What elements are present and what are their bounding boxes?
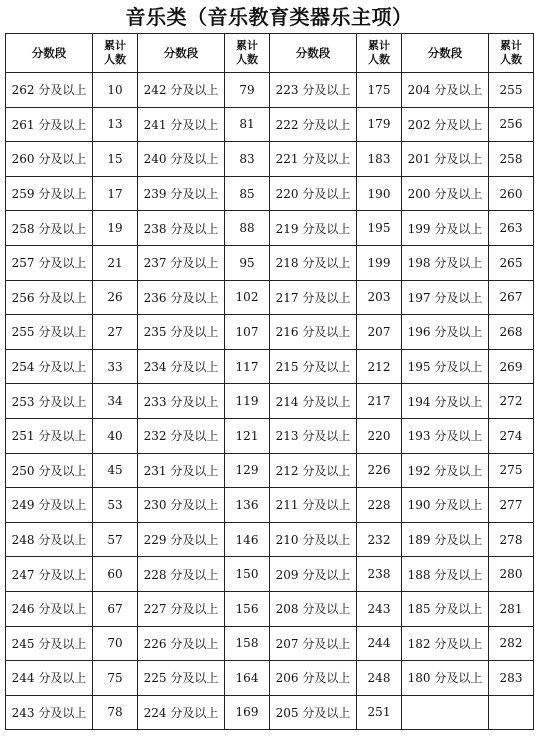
- table-row: [6, 661, 534, 696]
- score-range-cell: 189 分及以上: [402, 522, 489, 557]
- score-range-cell: 259 分及以上: [6, 176, 93, 211]
- score-range-cell: 204 分及以上: [402, 73, 489, 108]
- score-range-cell: 247 分及以上: [6, 557, 93, 592]
- cumulative-count-cell: 10: [93, 73, 138, 108]
- cumulative-count-cell: 45: [93, 453, 138, 488]
- score-range-cell: 195 分及以上: [402, 349, 489, 384]
- cumulative-count-cell: 217: [357, 384, 402, 419]
- score-range-cell: 262 分及以上: [6, 73, 93, 108]
- header-count-line2: 人数: [236, 53, 258, 66]
- cumulative-count-cell: 244: [357, 626, 402, 661]
- score-range-cell: 250 分及以上: [6, 453, 93, 488]
- cumulative-count-cell: 81: [225, 107, 270, 142]
- cumulative-count-cell: 212: [357, 349, 402, 384]
- score-range-cell: 188 分及以上: [402, 557, 489, 592]
- score-range-cell: 182 分及以上: [402, 626, 489, 661]
- score-range-cell: 192 分及以上: [402, 453, 489, 488]
- cumulative-count-cell: 60: [93, 557, 138, 592]
- score-range-cell: 241 分及以上: [138, 107, 225, 142]
- header-score-range-4: 分数段: [402, 34, 489, 73]
- header-count-line1: 累计: [236, 39, 258, 52]
- score-range-cell: 229 分及以上: [138, 522, 225, 557]
- cumulative-count-cell: 203: [357, 280, 402, 315]
- cumulative-count-cell: 85: [225, 176, 270, 211]
- cumulative-count-cell: 119: [225, 384, 270, 419]
- cumulative-count-cell: 150: [225, 557, 270, 592]
- cumulative-count-cell: 57: [93, 522, 138, 557]
- header-count-line1: 累计: [104, 39, 126, 52]
- header-count-line1: 累计: [500, 39, 522, 52]
- cumulative-count-cell: 280: [489, 557, 534, 592]
- table-row: [6, 453, 534, 488]
- cumulative-count-cell: 15: [93, 142, 138, 177]
- table-row: [6, 245, 534, 280]
- score-range-cell: 255 分及以上: [6, 315, 93, 350]
- score-range-cell: 239 分及以上: [138, 176, 225, 211]
- score-range-cell: 236 分及以上: [138, 280, 225, 315]
- cumulative-count-cell: 283: [489, 661, 534, 696]
- header-score-range-3: 分数段: [270, 34, 357, 73]
- header-count-line2: 人数: [104, 53, 126, 66]
- score-range-cell: 231 分及以上: [138, 453, 225, 488]
- cumulative-count-cell: 277: [489, 488, 534, 523]
- cumulative-count-cell: 220: [357, 418, 402, 453]
- table-row: [6, 349, 534, 384]
- score-range-cell: 246 分及以上: [6, 591, 93, 626]
- score-range-cell: 225 分及以上: [138, 661, 225, 696]
- score-range-cell: [402, 695, 489, 730]
- table-row: [6, 418, 534, 453]
- cumulative-count-cell: 251: [357, 695, 402, 730]
- score-range-cell: 244 分及以上: [6, 661, 93, 696]
- header-count-line2: 人数: [500, 53, 522, 66]
- header-count-line1: 累计: [368, 39, 390, 52]
- header-score-range-1: 分数段: [6, 34, 93, 73]
- cumulative-count-cell: 88: [225, 211, 270, 246]
- score-range-cell: 197 分及以上: [402, 280, 489, 315]
- cumulative-count-cell: 238: [357, 557, 402, 592]
- cumulative-count-cell: 27: [93, 315, 138, 350]
- table-row: [6, 557, 534, 592]
- cumulative-count-cell: 26: [93, 280, 138, 315]
- table-row: [6, 591, 534, 626]
- cumulative-count-cell: 282: [489, 626, 534, 661]
- cumulative-count-cell: 107: [225, 315, 270, 350]
- header-count-line2: 人数: [368, 53, 390, 66]
- cumulative-count-cell: 19: [93, 211, 138, 246]
- table-row: [6, 315, 534, 350]
- score-range-cell: 200 分及以上: [402, 176, 489, 211]
- cumulative-count-cell: 228: [357, 488, 402, 523]
- table-row: [6, 488, 534, 523]
- cumulative-count-cell: 70: [93, 626, 138, 661]
- table-row: [6, 73, 534, 108]
- cumulative-count-cell: 268: [489, 315, 534, 350]
- score-distribution-table: [5, 33, 534, 730]
- cumulative-count-cell: 67: [93, 591, 138, 626]
- cumulative-count-cell: 265: [489, 245, 534, 280]
- cumulative-count-cell: 207: [357, 315, 402, 350]
- score-range-cell: 210 分及以上: [270, 522, 357, 557]
- table-row: [6, 211, 534, 246]
- cumulative-count-cell: 272: [489, 384, 534, 419]
- cumulative-count-cell: 195: [357, 211, 402, 246]
- score-range-cell: 234 分及以上: [138, 349, 225, 384]
- cumulative-count-cell: 21: [93, 245, 138, 280]
- cumulative-count-cell: 256: [489, 107, 534, 142]
- header-cumulative-count-1: [93, 34, 138, 73]
- cumulative-count-cell: 13: [93, 107, 138, 142]
- cumulative-count-cell: 121: [225, 418, 270, 453]
- table-body: [6, 73, 534, 730]
- score-range-cell: 230 分及以上: [138, 488, 225, 523]
- score-range-cell: 219 分及以上: [270, 211, 357, 246]
- cumulative-count-cell: 136: [225, 488, 270, 523]
- cumulative-count-cell: 274: [489, 418, 534, 453]
- score-range-cell: 260 分及以上: [6, 142, 93, 177]
- score-range-cell: 227 分及以上: [138, 591, 225, 626]
- score-range-cell: 261 分及以上: [6, 107, 93, 142]
- score-range-cell: 201 分及以上: [402, 142, 489, 177]
- cumulative-count-cell: 275: [489, 453, 534, 488]
- score-range-cell: 245 分及以上: [6, 626, 93, 661]
- score-range-cell: 257 分及以上: [6, 245, 93, 280]
- header-cumulative-count-4: [489, 34, 534, 73]
- score-range-cell: 240 分及以上: [138, 142, 225, 177]
- score-range-cell: 194 分及以上: [402, 384, 489, 419]
- score-range-cell: 212 分及以上: [270, 453, 357, 488]
- cumulative-count-cell: 129: [225, 453, 270, 488]
- cumulative-count-cell: 175: [357, 73, 402, 108]
- score-range-cell: 185 分及以上: [402, 591, 489, 626]
- score-range-cell: 217 分及以上: [270, 280, 357, 315]
- score-range-cell: 208 分及以上: [270, 591, 357, 626]
- table-row: [6, 280, 534, 315]
- header-score-range-2: 分数段: [138, 34, 225, 73]
- score-range-cell: 232 分及以上: [138, 418, 225, 453]
- score-range-cell: 258 分及以上: [6, 211, 93, 246]
- cumulative-count-cell: 267: [489, 280, 534, 315]
- cumulative-count-cell: 79: [225, 73, 270, 108]
- score-range-cell: 220 分及以上: [270, 176, 357, 211]
- cumulative-count-cell: [489, 695, 534, 730]
- cumulative-count-cell: 263: [489, 211, 534, 246]
- cumulative-count-cell: 281: [489, 591, 534, 626]
- score-range-cell: 198 分及以上: [402, 245, 489, 280]
- score-range-cell: 256 分及以上: [6, 280, 93, 315]
- score-range-cell: 248 分及以上: [6, 522, 93, 557]
- score-range-cell: 218 分及以上: [270, 245, 357, 280]
- cumulative-count-cell: 158: [225, 626, 270, 661]
- cumulative-count-cell: 53: [93, 488, 138, 523]
- cumulative-count-cell: 248: [357, 661, 402, 696]
- score-range-cell: 221 分及以上: [270, 142, 357, 177]
- cumulative-count-cell: 164: [225, 661, 270, 696]
- score-range-cell: 222 分及以上: [270, 107, 357, 142]
- score-range-cell: 233 分及以上: [138, 384, 225, 419]
- score-range-cell: 209 分及以上: [270, 557, 357, 592]
- score-range-cell: 235 分及以上: [138, 315, 225, 350]
- table-row: [6, 107, 534, 142]
- score-range-cell: 224 分及以上: [138, 695, 225, 730]
- cumulative-count-cell: 146: [225, 522, 270, 557]
- score-range-cell: 228 分及以上: [138, 557, 225, 592]
- table-row: [6, 626, 534, 661]
- score-range-cell: 211 分及以上: [270, 488, 357, 523]
- cumulative-count-cell: 102: [225, 280, 270, 315]
- score-range-cell: 253 分及以上: [6, 384, 93, 419]
- cumulative-count-cell: 226: [357, 453, 402, 488]
- cumulative-count-cell: 278: [489, 522, 534, 557]
- score-range-cell: 216 分及以上: [270, 315, 357, 350]
- score-range-cell: 238 分及以上: [138, 211, 225, 246]
- cumulative-count-cell: 33: [93, 349, 138, 384]
- cumulative-count-cell: 258: [489, 142, 534, 177]
- score-range-cell: 196 分及以上: [402, 315, 489, 350]
- cumulative-count-cell: 179: [357, 107, 402, 142]
- cumulative-count-cell: 169: [225, 695, 270, 730]
- score-range-cell: 223 分及以上: [270, 73, 357, 108]
- score-range-cell: 180 分及以上: [402, 661, 489, 696]
- cumulative-count-cell: 17: [93, 176, 138, 211]
- table-row: [6, 142, 534, 177]
- cumulative-count-cell: 199: [357, 245, 402, 280]
- score-range-cell: 193 分及以上: [402, 418, 489, 453]
- score-range-cell: 190 分及以上: [402, 488, 489, 523]
- header-cumulative-count-2: [225, 34, 270, 73]
- score-range-cell: 202 分及以上: [402, 107, 489, 142]
- score-range-cell: 226 分及以上: [138, 626, 225, 661]
- score-range-cell: 242 分及以上: [138, 73, 225, 108]
- cumulative-count-cell: 117: [225, 349, 270, 384]
- cumulative-count-cell: 243: [357, 591, 402, 626]
- cumulative-count-cell: 34: [93, 384, 138, 419]
- table-row: [6, 522, 534, 557]
- score-range-cell: 214 分及以上: [270, 384, 357, 419]
- table-row: [6, 176, 534, 211]
- cumulative-count-cell: 232: [357, 522, 402, 557]
- score-range-cell: 199 分及以上: [402, 211, 489, 246]
- score-range-cell: 243 分及以上: [6, 695, 93, 730]
- cumulative-count-cell: 40: [93, 418, 138, 453]
- cumulative-count-cell: 190: [357, 176, 402, 211]
- score-range-cell: 205 分及以上: [270, 695, 357, 730]
- score-range-cell: 249 分及以上: [6, 488, 93, 523]
- score-range-cell: 251 分及以上: [6, 418, 93, 453]
- page-title: 音乐类（音乐教育类器乐主项）: [125, 5, 413, 29]
- table-row: [6, 695, 534, 730]
- cumulative-count-cell: 269: [489, 349, 534, 384]
- cumulative-count-cell: 95: [225, 245, 270, 280]
- header-cumulative-count-3: [357, 34, 402, 73]
- score-range-cell: 213 分及以上: [270, 418, 357, 453]
- score-range-cell: 215 分及以上: [270, 349, 357, 384]
- table-header-row: [6, 34, 534, 73]
- cumulative-count-cell: 260: [489, 176, 534, 211]
- score-range-cell: 254 分及以上: [6, 349, 93, 384]
- cumulative-count-cell: 78: [93, 695, 138, 730]
- score-range-cell: 237 分及以上: [138, 245, 225, 280]
- cumulative-count-cell: 183: [357, 142, 402, 177]
- table-row: [6, 384, 534, 419]
- score-range-cell: 206 分及以上: [270, 661, 357, 696]
- cumulative-count-cell: 83: [225, 142, 270, 177]
- cumulative-count-cell: 75: [93, 661, 138, 696]
- cumulative-count-cell: 255: [489, 73, 534, 108]
- cumulative-count-cell: 156: [225, 591, 270, 626]
- score-range-cell: 207 分及以上: [270, 626, 357, 661]
